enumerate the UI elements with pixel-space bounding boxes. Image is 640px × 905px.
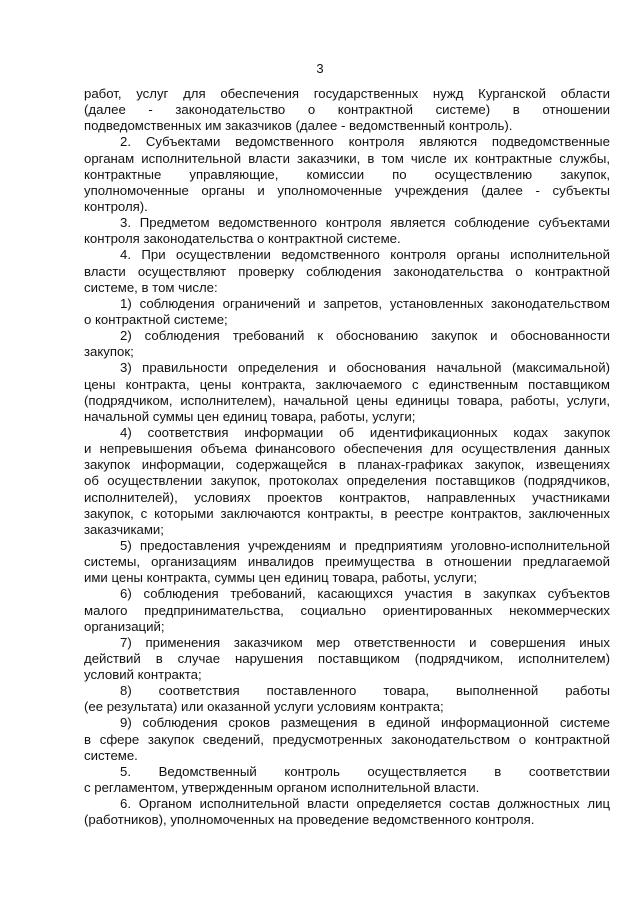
document-body <box>84 86 610 828</box>
text-line: (работников), уполномоченных на проведение ведомственного контроля. <box>84 812 535 828</box>
text-line: контроля). <box>84 198 148 214</box>
text-line: 8) соответствия поставленного товара, выполненной работы <box>120 683 610 699</box>
text-line: закупок информации, содержащейся в планах-графиках закупок, извещениях <box>84 457 610 473</box>
text-line: 9) соблюдения сроков размещения в единой информационной системе <box>120 715 610 731</box>
text-line: закупок, с которыми заключаются контракты, в реестре контрактов, заключенных <box>84 505 610 521</box>
text-line: 5) предоставления учреждениям и предприятиям уголовно-исполнительной <box>120 537 610 553</box>
text-line: (подрядчиком, исполнителем), начальной цены единицы товара, работы, услуги, <box>84 392 610 408</box>
text-line: о контрактной системе; <box>84 311 228 327</box>
text-line: и непревышения объема финансового обеспечения для осуществления данных <box>84 441 610 457</box>
text-line: уполномоченные органы и уполномоченные учреждения (далее - субъекты <box>84 182 610 198</box>
text-line: системы, организациям инвалидов преимущества в отношении предлагаемой <box>84 554 610 570</box>
page-number: 3 <box>316 61 324 76</box>
text-line: закупок; <box>84 344 134 360</box>
text-line: с регламентом, утвержденным органом исполнительной власти. <box>84 780 480 796</box>
text-line: (ее результата) или оказанной услуги условиям контракта; <box>84 699 444 715</box>
text-line: в сфере закупок сведений, предусмотренных законодательством о контрактной <box>84 731 610 747</box>
text-line: 3. Предметом ведомственного контроля является соблюдение субъектами <box>120 215 610 231</box>
text-line: 1) соблюдения ограничений и запретов, установленных законодательством <box>120 295 610 311</box>
text-line: (далее - законодательство о контрактной системе) в отношении <box>84 102 610 118</box>
text-line: 4) соответствия информации об идентификационных кодах закупок <box>120 424 610 440</box>
text-line: условий контракта; <box>84 667 202 683</box>
text-line: 3) правильности определения и обоснования начальной (максимальной) <box>120 360 610 376</box>
text-line: малого предпринимательства, социально ориентированных некоммерческих <box>84 602 610 618</box>
text-line: работ, услуг для обеспечения государственных нужд Курганской области <box>84 86 610 101</box>
text-line: системе. <box>84 747 138 763</box>
text-line: контроля законодательства о контрактной системе. <box>84 231 401 247</box>
text-line: ими цены контракта, суммы цен единиц товара, работы, услуги; <box>84 570 478 586</box>
text-line: начальной суммы цен единиц товара, работы, услуги; <box>84 408 416 424</box>
text-line: заказчиками; <box>84 521 164 537</box>
text-line: 4. При осуществлении ведомственного контроля органы исполнительной <box>120 247 610 263</box>
text-line: 6) соблюдения требований, касающихся участия в закупках субъектов <box>120 586 610 602</box>
text-line: действий в случае нарушения поставщиком (подрядчиком, исполнителем) <box>84 650 610 666</box>
text-line: организаций; <box>84 618 165 634</box>
text-line: органам исполнительной власти заказчики, в том числе их контрактные службы, <box>84 150 610 166</box>
text-line: контрактные управляющие, комиссии по осуществлению закупок, <box>84 166 610 182</box>
text-line: 7) применения заказчиком мер ответственности и совершения иных <box>120 634 610 650</box>
text-line: 2. Субъектами ведомственного контроля являются подведомственные <box>120 134 610 150</box>
text-line: подведомственных им заказчиков (далее - ведомственный контроль). <box>84 118 513 134</box>
text-line: 2) соблюдения требований к обоснованию закупок и обоснованности <box>120 328 610 344</box>
text-line: исполнителей), условиях проектов контрактов, направленных участниками <box>84 489 610 505</box>
text-line: системе, в том числе: <box>84 279 218 295</box>
text-line: власти осуществляют проверку соблюдения законодательства о контрактной <box>84 263 610 279</box>
text-line: об осуществлении закупок, протоколах определения поставщиков (подрядчиков, <box>84 473 610 489</box>
text-line: 6. Органом исполнительной власти определяется состав должностных лиц <box>120 796 610 812</box>
text-line: 5. Ведомственный контроль осуществляется в соответствии <box>120 763 610 779</box>
text-line: цены контракта, цены контракта, заключаемого с единственным поставщиком <box>84 376 610 392</box>
